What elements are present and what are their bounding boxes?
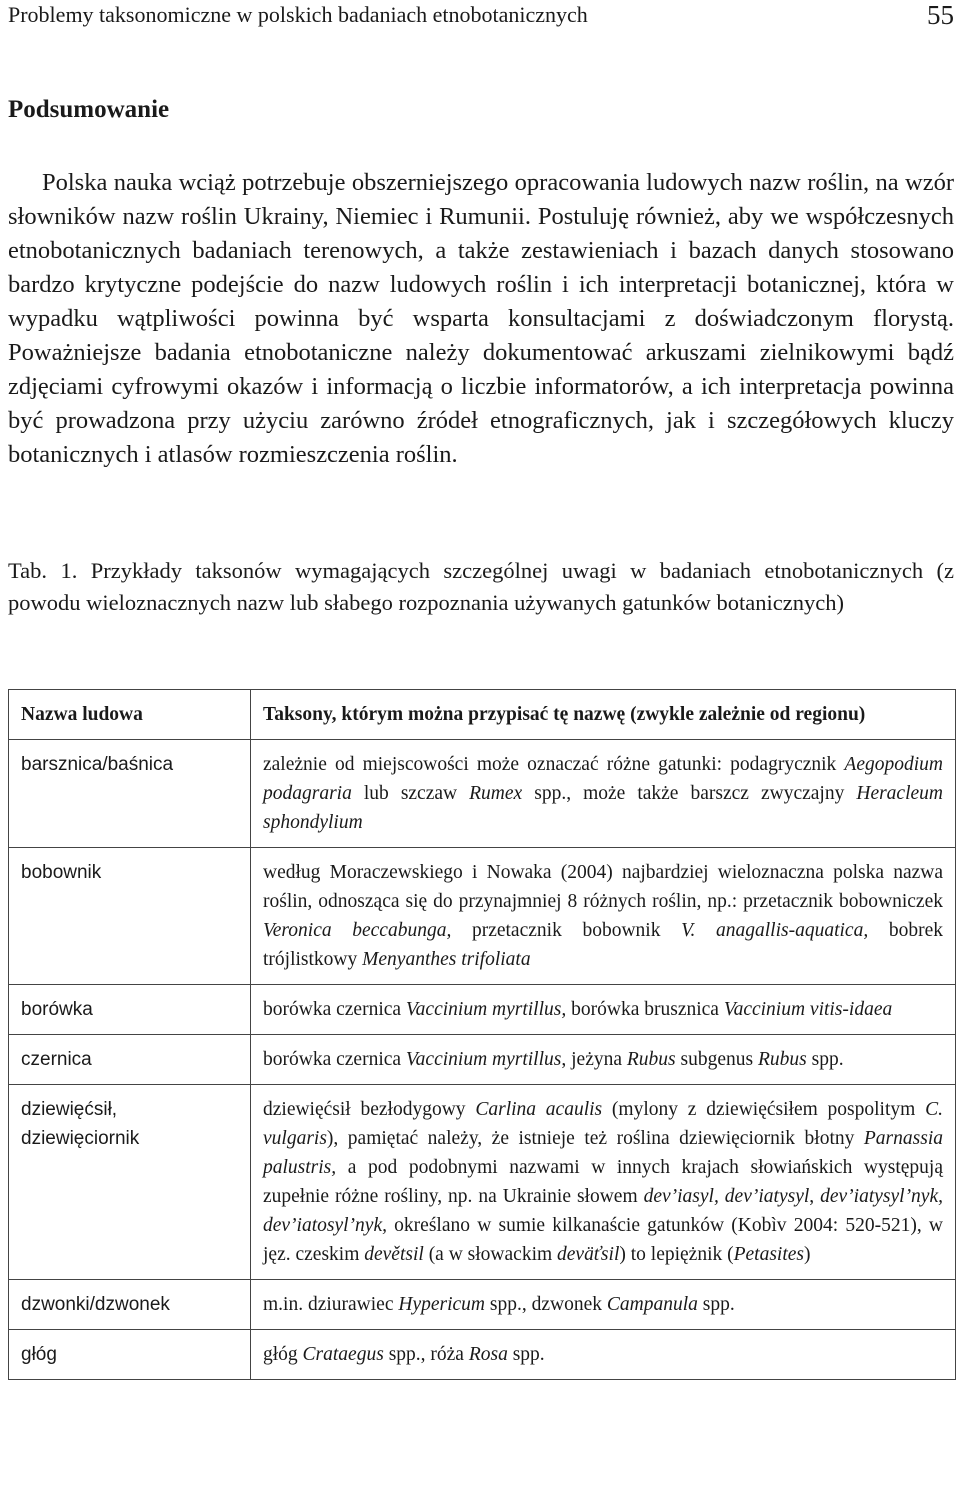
- taxon-latin-name: Vaccinium myrtillus: [405, 1049, 562, 1070]
- table-row: [9, 848, 956, 985]
- taxon-latin-name: Vaccinium myrtillus,: [405, 999, 567, 1020]
- taxon-latin-name: C. vulgaris: [263, 1099, 943, 1149]
- taxon-latin-name: Crataegus: [302, 1344, 384, 1365]
- taxa-cell: [251, 1280, 956, 1330]
- taxa-text: borówka brusznica: [566, 999, 724, 1020]
- table-row: [9, 1035, 956, 1085]
- table-row: [9, 985, 956, 1035]
- taxon-latin-name: Rosa: [468, 1344, 508, 1365]
- taxa-table: [8, 689, 956, 1380]
- taxon-latin-name: Rumex: [469, 783, 523, 804]
- taxon-latin-name: deväťsil: [557, 1244, 620, 1265]
- folk-name-cell: dziewięćsił, dziewięciornik: [9, 1085, 251, 1280]
- taxa-text: a pod podobnymi nazwami w innych krajach słowiańskich występują zupełnie różne rośliny, np. na Ukrainie słowem: [263, 1157, 943, 1207]
- taxa-text: bobrek trójlistkowy: [263, 920, 943, 970]
- taxon-latin-name: Heracleum sphondylium: [263, 783, 943, 833]
- taxa-cell: [251, 985, 956, 1035]
- page-number: 55: [927, 0, 954, 30]
- taxa-text: określano w sumie kilkanaście gatunków (Kobìv 2004: 520-521), w jęz. czeskim: [263, 1215, 943, 1265]
- taxa-text: m.in. dziurawiec: [263, 1294, 399, 1315]
- taxa-text: , jeżyna: [561, 1049, 627, 1070]
- table-caption: Tab. 1. Przykłady taksonów wymagających szczególnej uwagi w badaniach etnobotanicznych (z powodu wieloznacznych nazw lub słabego rozpoznania używanych gatunków botanicznych): [8, 558, 954, 615]
- taxon-latin-name: Aegopodium podagraria: [263, 754, 943, 804]
- taxa-text: przetacznik bobownik: [451, 920, 682, 941]
- taxa-text: spp.: [806, 1049, 844, 1070]
- taxa-text: lub szczaw: [351, 783, 470, 804]
- taxon-latin-name: Campanula: [606, 1294, 698, 1315]
- paragraph-text: Polska nauka wciąż potrzebuje obszerniejszego opracowania ludowych nazw roślin, na wzór słowników nazw roślin Ukrainy, Niemiec i Rumunii. Postuluję również, aby we współczesnych etnobotanicznych badaniach terenowych, a także zestawieniach i bazach danych stosowano bardzo krytyczne podejście do nazw ludowych roślin i ich interpretacji botanicznej, która w wypadku wątpliwości powinna być wsparta konsultacjami z doświadczonym florystą. Poważniejsze badania etnobotaniczne należy dokumentować arkuszami zielnikowymi bądź zdjęciami cyfrowymi okazów i informacją o liczbie informatorów, a ich interpretacja powinna być prowadzona przy użyciu zarówno źródeł etnograficznych, jak i szczegółowych kluczy botanicznych i atlasów rozmieszczenia roślin.: [8, 169, 954, 468]
- taxon-latin-name: Parnassia palustris,: [263, 1128, 943, 1178]
- folk-name-cell: bobownik: [9, 848, 251, 985]
- taxa-text: subgenus: [675, 1049, 758, 1070]
- taxon-latin-name: Hypericum: [398, 1294, 486, 1315]
- taxa-text: spp., róża: [383, 1344, 469, 1365]
- taxon-latin-name: Rubus: [626, 1049, 676, 1070]
- folk-name-cell: czernica: [9, 1035, 251, 1085]
- table-row: [9, 1085, 956, 1280]
- taxa-text: według Moraczewskiego i Nowaka (2004) najbardziej wieloznaczna polska nazwa roślin, odnosząca się do przynajmniej 8 różnych roślin, np.: przetacznik bobowniczek: [263, 862, 943, 912]
- header-taxa: Taksony, którym można przypisać tę nazwę (zwykle zależnie od regionu): [251, 690, 956, 740]
- taxa-text: zależnie od miejscowości może oznaczać różne gatunki: podagrycznik: [263, 754, 845, 775]
- folk-name-cell: barsznica/baśnica: [9, 740, 251, 848]
- section-title: Podsumowanie: [8, 96, 170, 123]
- folk-name-cell: dzwonki/dzwonek: [9, 1280, 251, 1330]
- taxa-text: ): [804, 1244, 811, 1265]
- taxa-text: spp., może także barszcz zwyczajny: [522, 783, 857, 804]
- taxa-text: ,: [809, 1186, 821, 1207]
- running-head: [8, 0, 954, 30]
- taxa-text: borówka czernica: [263, 1049, 406, 1070]
- taxa-text: spp.: [507, 1344, 545, 1365]
- taxa-text: dziewięćsił bezłodygowy: [263, 1099, 476, 1120]
- table-row: [9, 740, 956, 848]
- running-title: Problemy taksonomiczne w polskich badaniach etnobotanicznych: [8, 2, 588, 27]
- taxon-latin-name: V. anagallis-aquatica,: [681, 920, 869, 941]
- taxa-text: głóg: [263, 1344, 303, 1365]
- table-row: [9, 1330, 956, 1380]
- taxa-text: ) to lepiężnik (: [619, 1244, 734, 1265]
- taxa-cell: [251, 740, 956, 848]
- taxon-latin-name: dev’iasyl, dev’iatysyl: [643, 1186, 810, 1207]
- table-header-row: [9, 690, 956, 740]
- taxon-latin-name: dev’iatysyl’nyk, dev’iatosyl’nyk,: [263, 1186, 943, 1236]
- taxon-latin-name: Petasites: [733, 1244, 805, 1265]
- taxa-cell: [251, 1035, 956, 1085]
- folk-name-cell: głóg: [9, 1330, 251, 1380]
- taxon-latin-name: Vaccinium vitis-idaea: [723, 999, 893, 1020]
- taxa-text: spp.: [697, 1294, 735, 1315]
- taxa-text: borówka czernica: [263, 999, 406, 1020]
- taxon-latin-name: Rubus: [757, 1049, 807, 1070]
- taxa-text: (mylony z dziewięćsiłem pospolitym: [602, 1099, 926, 1120]
- folk-name-cell: borówka: [9, 985, 251, 1035]
- taxa-text: spp., dzwonek: [485, 1294, 607, 1315]
- taxon-latin-name: Carlina acaulis: [475, 1099, 603, 1120]
- taxa-text: (a w słowackim: [423, 1244, 558, 1265]
- taxa-cell: [251, 1330, 956, 1380]
- taxa-cell: [251, 848, 956, 985]
- taxa-cell: [251, 1085, 956, 1280]
- taxon-latin-name: Veronica beccabunga,: [263, 920, 452, 941]
- taxon-latin-name: Menyanthes trifoliata: [362, 949, 531, 970]
- taxa-text: ), pamiętać należy, że istnieje też roślina dziewięciornik błotny: [326, 1128, 864, 1149]
- header-folk-name: Nazwa ludowa: [9, 690, 251, 740]
- table-row: [9, 1280, 956, 1330]
- table-body: [9, 740, 956, 1380]
- body-paragraph: [8, 166, 954, 472]
- taxon-latin-name: devětsil: [364, 1244, 424, 1265]
